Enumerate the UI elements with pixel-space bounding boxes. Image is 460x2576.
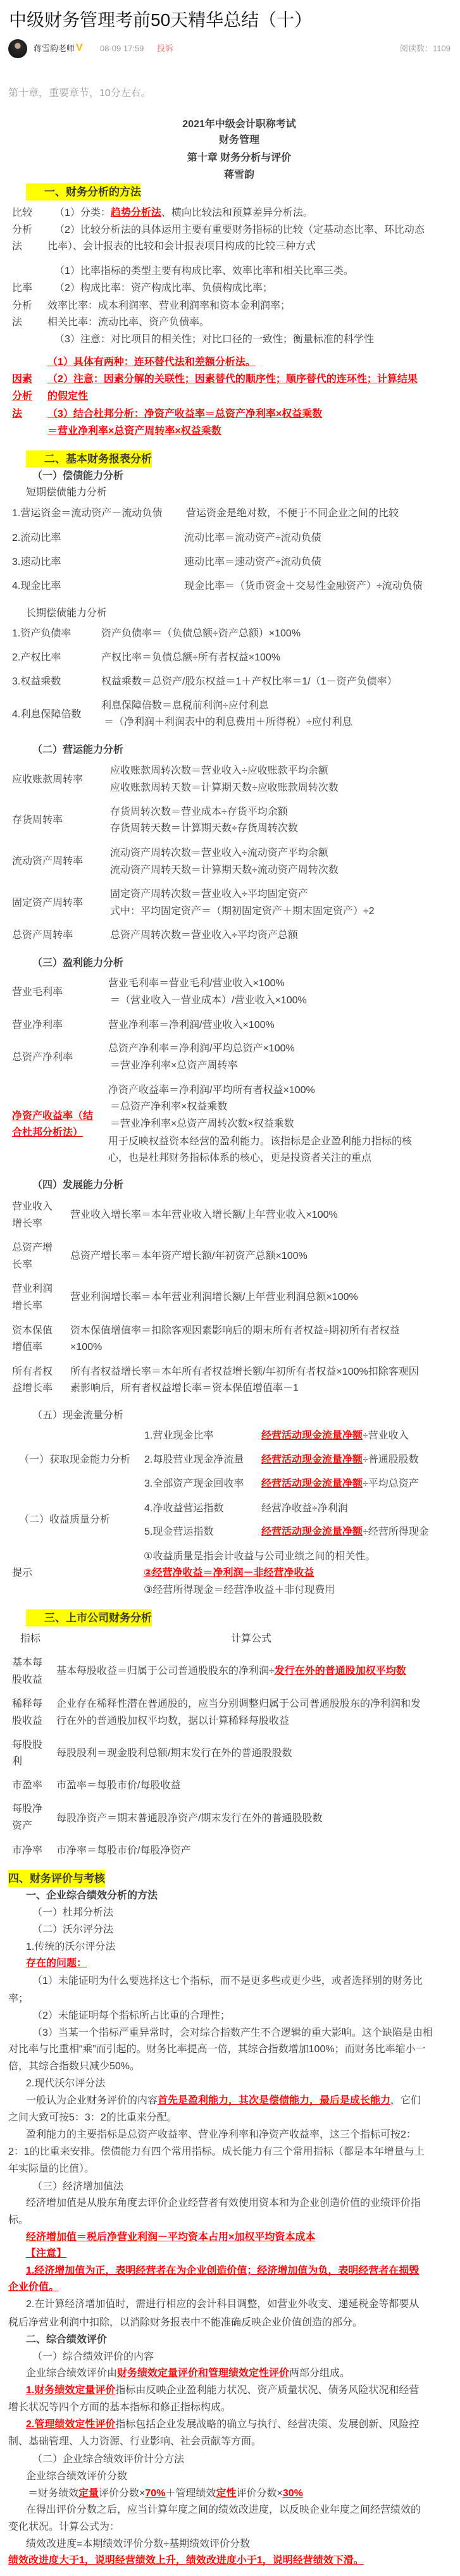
read-count: 阅读数：1109 — [400, 44, 451, 53]
body-text: 盈利能力的主要指标是总资产收益率、营业净利率和净资产收益率，这三个指标可按2： — [26, 2129, 416, 2140]
indicator-name: 基本每 — [12, 1657, 43, 1668]
metric-formula: 速动比率＝速动资产÷流动负债 — [184, 557, 321, 567]
score-formula — [28, 2488, 303, 2499]
body-text: 增长状况等四个方面的基本指标和修正指标构成。 — [8, 2402, 232, 2413]
tip-label: 提示 — [12, 1568, 33, 1578]
body-text: 变化状况。计算公式为： — [8, 2522, 120, 2532]
text: ÷平均总资产 — [363, 1478, 419, 1489]
metric-formula: 资产负债率＝（负债总额÷资产总额）×100% — [101, 628, 301, 639]
body-text: （2）未能证明每个指标所占比重的合理性； — [32, 2010, 230, 2021]
factor-line: ＝营业净利率×总资产周转率×权益乘数 — [47, 426, 221, 437]
cash-group-label: （一）获取现金能力分析 — [19, 1454, 131, 1465]
subheading: 二、综合绩效评价 — [26, 2334, 108, 2345]
metric-formula: 应收账款周转天数＝计算期天数÷应收账款周转次数 — [110, 783, 339, 793]
method-label: 分析 — [12, 225, 33, 235]
subsection-subtitle: 短期偿债能力分析 — [26, 487, 108, 498]
metric-formula: ＝（净利润＋利润表中的利息费用＋所得税）÷应付利息 — [104, 717, 352, 728]
indicator-formula: 市净率＝每股市价/每股净资产 — [56, 1845, 191, 1856]
indicator-formula: 行在外的普通股加权平均数，据以计算稀释每股收益 — [56, 1716, 290, 1726]
metric-formula: 营业毛利率＝营业毛利/营业收入×100% — [108, 978, 285, 989]
body-text — [26, 2095, 421, 2107]
metric-formula: 营运资金是绝对数，不便于不同企业之间的比较 — [186, 508, 399, 519]
indicator-name: 市净率 — [12, 1845, 43, 1856]
subsection-title: （二）营运能力分析 — [32, 745, 124, 755]
factor-line: 的假定性 — [47, 391, 89, 402]
compare-line-2: （2）比较分析法的具体运用主要有重要财务指标的比较（定基动态比率、环比动态 — [54, 225, 425, 235]
ratio-line: （1）比率指标的类型主要有构成比率、效率比率和相关比率三类。 — [54, 266, 354, 276]
subheading: 一、企业综合绩效分析的方法 — [26, 1890, 158, 1901]
highlight-term: 发行在外的普通股加权平均数 — [274, 1666, 406, 1676]
metric-formula: 流动比率＝流动资产÷流动负债 — [184, 533, 321, 543]
method-label: 因素 — [12, 374, 33, 385]
metric-name: 4.利息保障倍数 — [12, 709, 82, 720]
metric-formula: 利息保障倍数＝息税前利润÷应付利息 — [101, 700, 269, 711]
metric-name: 1.营运资金＝流动资产－流动负债 — [12, 508, 163, 519]
factor-line: （2）注意：因素分解的关联性；因素替代的顺序性；顺序替代的连环性；计算结果 — [47, 374, 418, 385]
metric-name: 存货周转率 — [12, 815, 63, 826]
method-item: 1.传统的沃尔评分法 — [26, 1941, 116, 1952]
text: 评价分数× — [99, 2488, 146, 2499]
metric-name: 增长率 — [12, 1218, 43, 1229]
conclusion-text: 绩效改进度大于1，说明经营绩效上升，绩效改进度小于1，说明经营绩效下滑。 — [8, 2555, 364, 2566]
metric-formula: 素影响后，所有者权益增长率＝资本保值增值率－1 — [70, 1383, 299, 1394]
metric-formula: 固定资产周转次数＝营业收入÷平均固定资产 — [110, 889, 308, 900]
metric-formula: 总资产净利率＝净利润/平均总资产×100% — [108, 1043, 295, 1054]
metric-name: 2.流动比率 — [12, 533, 61, 543]
ratio-line: （2）构成比率：资产构成比率、负债构成比率； — [54, 283, 273, 294]
tip-line: ②经营净收益＝净利润－非经营净收益 — [144, 1568, 314, 1578]
text: 基本每股收益＝归属于公司普通股股东的净利润÷ — [56, 1666, 275, 1676]
metric-formula: 流动资产周转天数＝计算期天数÷流动资产周转次数 — [110, 865, 339, 876]
body-text: 绩效改进度=本期绩效评价分数÷基期绩效评价分数 — [26, 2539, 251, 2549]
body-text: 2：1的比重来安排。偿债能力有四个常用指标。成长能力有三个常用指标（都是本年增量与上 — [8, 2146, 425, 2157]
metric-name: 1.资产负债率 — [12, 628, 71, 639]
metric-name: 4.现金比率 — [12, 581, 61, 591]
doc-chapter: 第十章 财务分析与评价 — [187, 152, 292, 163]
highlight-text: 1.财务绩效定量评价 — [26, 2385, 116, 2396]
tip-line: ③经营所得现金＝经营净收益＋非付现费用 — [144, 1585, 335, 1595]
eva-formula: 经济增加值＝税后净营业利润－平均资本占用×加权平均资本成本 — [26, 2232, 316, 2243]
note-title: 【注意】 — [26, 2248, 67, 2259]
metric-name: 总资产净利率 — [12, 1052, 73, 1063]
metric-name: 2.每股营业现金净流量 — [144, 1454, 244, 1465]
highlight-text: 2.管理绩效定性评价 — [26, 2419, 116, 2430]
section-heading-text: 二、基本财务报表分析 — [44, 453, 152, 465]
method-label: 法 — [12, 241, 23, 252]
metric-formula: 存货周转次数＝营业成本÷存货平均余额 — [110, 807, 288, 817]
metric-name: 1.营业现金比率 — [144, 1430, 214, 1441]
method-item: （一）杜邦分析法 — [32, 1907, 114, 1918]
key-term: 经营活动现金流量净额 — [261, 1430, 363, 1441]
subsection-title: （四）发展能力分析 — [32, 1180, 124, 1191]
text: ÷营业收入 — [363, 1430, 409, 1441]
factor-line: （1）具体有两种：连环替代法和差额分析法。 — [47, 357, 256, 368]
method-label: 比率 — [12, 283, 33, 294]
metric-formula: 经营净收益÷净利润 — [261, 1503, 348, 1514]
method-label: 法 — [12, 409, 23, 419]
metric-name-highlight: 净资产收益率（结 — [12, 1111, 94, 1122]
method-item: （二）企业综合绩效评价计分方法 — [32, 2454, 185, 2465]
text: ＋管理绩效 — [165, 2488, 216, 2499]
body-text — [26, 2385, 419, 2396]
metric-formula: 存货周转天数＝计算期天数÷存货周转次数 — [110, 823, 298, 834]
metric-formula — [261, 1526, 429, 1538]
body-text: 对比率与比重相“乘”而引起的。财务比率提高一倍，其综合指数增加100%；而财务比率缩小一 — [8, 2044, 426, 2055]
body-text: 经济增加值是从股东角度去评价企业经营者有效使用资本和为企业创造价值的业绩评价指 — [26, 2198, 421, 2208]
metric-formula: ＝总资产净利率×权益乘数 — [110, 1101, 228, 1112]
subsection-title: （五）现金流量分析 — [32, 1410, 124, 1421]
section-heading-text: 四、财务评价与考核 — [8, 1873, 105, 1885]
metric-formula: 式中：平均固定资产＝（期初固定资产＋期末固定资产）÷2 — [110, 906, 375, 917]
metric-formula: 产权比率＝负债总额÷所有者权益×100% — [101, 652, 281, 663]
compare-line-3: 比率）、会计报表的比较和会计报表项目构成的比较三种方式 — [47, 241, 316, 252]
body-text: 之间大致可按5：3：2的比重来分配。 — [8, 2112, 177, 2123]
body-text: 税后净营业利润中扣除，以消除财务报表中不能准确反映企业价值创造的部分。 — [8, 2317, 363, 2328]
metric-name: 3.速动比率 — [12, 557, 61, 567]
doc-exam: 2021年中级会计职称考试 — [182, 119, 296, 130]
metric-name: 营业净利率 — [12, 1020, 63, 1031]
metric-formula: ＝营业净利率×总资产周转次数×权益乘数 — [110, 1118, 294, 1129]
metric-name: 长率 — [12, 1260, 33, 1270]
metric-name: 应收账款周转率 — [12, 774, 84, 785]
key-term: 经营活动现金流量净额 — [261, 1478, 363, 1489]
indicator-formula: 每股股利＝现金股利总额/期末发行在外的普通股股数 — [56, 1748, 292, 1759]
metric-name: 营业收入 — [12, 1201, 53, 1212]
metric-name: 4.净收益营运指数 — [144, 1503, 224, 1514]
metric-formula — [261, 1478, 419, 1490]
tip-line: ①收益质量是指会计收益与公司业绩之间的相关性。 — [144, 1551, 376, 1562]
weight-value: 30% — [282, 2488, 303, 2499]
metric-formula: 总资产增长率＝本年资产增长额/年初资产总额×100% — [70, 1251, 308, 1261]
indicator-name: 每股净 — [12, 1804, 43, 1814]
indicator-name: 利 — [12, 1756, 23, 1767]
body-text: 企业综合绩效评价分数 — [26, 2471, 128, 2482]
metric-formula: 现金比率＝（货币资金＋交易性金融资产）÷流动负债 — [184, 581, 423, 591]
cash-group-label: （二）收益质量分析 — [19, 1514, 111, 1525]
metric-formula — [261, 1454, 419, 1466]
indicator-name: 股收益 — [12, 1716, 43, 1726]
article-title: 中级财务管理考前50天精华总结（十） — [9, 10, 313, 30]
indicator-formula: 市盈率＝每股市价/每股收益 — [56, 1780, 181, 1791]
weight-value: 70% — [145, 2488, 166, 2499]
section-heading-4 — [8, 1870, 105, 1887]
metric-name: 2.产权比率 — [12, 652, 61, 663]
method-label: 法 — [12, 317, 23, 328]
text: 两部分组成。 — [289, 2368, 351, 2379]
metric-note: 用于反映权益资本经营的盈利能力。该指标是企业盈利能力指标的核 — [108, 1136, 413, 1147]
method-item: （一）综合绩效评价的内容 — [32, 2351, 154, 2362]
metric-formula: 总资产周转次数＝营业收入÷平均资产总额 — [110, 930, 298, 941]
highlight-term: 趋势分析法 — [110, 207, 161, 218]
text: 指标包括企业发展战略的确立与执行、经营决策、发展创新、风险控 — [115, 2419, 420, 2430]
metric-formula: ＝（营业收入－营业成本）/营业收入×100% — [110, 995, 307, 1006]
text: ＝财务绩效 — [28, 2488, 79, 2499]
metric-name: 3.权益乘数 — [12, 676, 61, 687]
text: 一般认为企业财务评价的内容 — [26, 2095, 158, 2106]
indicator-name: 资产 — [12, 1821, 33, 1831]
metric-formula: 营业利润增长率＝本年营业利润增长额/上年营业利润总额×100% — [70, 1292, 358, 1303]
section-heading-text: 三、上市公司财务分析 — [44, 1612, 152, 1624]
metric-name: 益增长率 — [12, 1383, 53, 1394]
ratio-line: 效率比率：成本利润率、营业利润率和资本金利润率； — [47, 300, 291, 311]
text: ÷经营所得现金 — [363, 1526, 429, 1537]
key-term: 经营活动现金流量净额 — [261, 1454, 363, 1465]
indicator-name: 市盈率 — [12, 1780, 43, 1791]
method-label: 分析 — [12, 300, 33, 311]
metric-formula: ×100% — [70, 1342, 103, 1353]
metric-name: 营业利润 — [12, 1284, 53, 1294]
method-item: 2.现代沃尔评分法 — [26, 2078, 106, 2089]
section-heading-2 — [26, 450, 152, 468]
body-text: 率； — [8, 1993, 29, 2004]
text: 评价分数× — [236, 2488, 283, 2499]
metric-name-highlight: 合杜邦分析法） — [12, 1127, 84, 1138]
report-link[interactable]: 投诉 — [157, 44, 174, 53]
body-text: 标。 — [8, 2215, 29, 2226]
method-item: （二）沃尔评分法 — [32, 1924, 114, 1935]
text: ，它们 — [390, 2095, 421, 2106]
metric-name: 5.现金营运指数 — [144, 1526, 214, 1537]
column-header: 计算公式 — [231, 1633, 272, 1644]
doc-teacher: 蒋雪韵 — [223, 170, 254, 180]
body-text: 2.在计算经济增加值时，需进行相应的会计科目调整，如营业外收支、递延税金等都要从 — [26, 2299, 420, 2310]
body-text: 倍，其综合指数只减少50%。 — [8, 2061, 140, 2072]
verified-badge-icon: V — [76, 42, 83, 53]
key-term: 经营活动现金流量净额 — [261, 1526, 363, 1537]
text: 指标由反映企业盈利能力状况、资产质量状况、债务风险状况和经营 — [115, 2385, 420, 2396]
metric-formula: 净资产收益率＝净利润/平均所有者权益×100% — [108, 1085, 315, 1096]
metric-name: 固定资产周转率 — [12, 898, 84, 908]
highlight-text: 定性 — [216, 2488, 237, 2499]
text: ÷普通股股数 — [363, 1454, 419, 1465]
body-text: 制、基础管理、人力资源、行业影响、社会贡献等方面。 — [8, 2436, 262, 2447]
metric-name: 流动资产周转率 — [12, 856, 84, 867]
highlight-text: 定量 — [78, 2488, 99, 2499]
intro-text: 第十章，重要章节，10分左右。 — [8, 88, 151, 99]
factor-line: （3）结合杜邦分析：净资产收益率＝总资产净利率×权益乘数 — [47, 409, 323, 419]
indicator-formula: 每股净资产＝期末普通股净资产/期末发行在外的普通股股数 — [56, 1813, 323, 1824]
author-avatar[interactable] — [8, 39, 27, 58]
metric-formula: ＝营业净利率×总资产周转率 — [110, 1060, 238, 1071]
metric-formula — [261, 1430, 409, 1442]
text: 、横向比较法和预算差异分析法。 — [161, 207, 313, 218]
body-text: （1）未能证明为什么要选择这七个指标，而不是更多些或更少些，或者选择别的财务比 — [32, 1976, 423, 1986]
metric-name: 资本保值 — [12, 1325, 53, 1336]
metric-name: 所有者权 — [12, 1366, 53, 1377]
metric-name: 增长率 — [12, 1301, 43, 1311]
metric-name: 3.全部资产现金回收率 — [144, 1478, 244, 1489]
body-text — [26, 2419, 419, 2430]
column-header: 指标 — [20, 1633, 41, 1644]
indicator-name: 稀释每 — [12, 1699, 43, 1709]
ratio-line: （3）注意：对比项目的相关性；对比口径的一致性；衡量标准的科学性 — [54, 334, 374, 345]
metric-formula: 资本保值增值率＝扣除客观因素影响后的期末所有者权益÷期初所有者权益 — [70, 1325, 400, 1336]
metric-name: 营业毛利率 — [12, 987, 63, 998]
section-heading-text: 一、财务分析的方法 — [44, 186, 141, 198]
highlight-text: 财务绩效定量评价和管理绩效定性评价 — [117, 2368, 290, 2379]
metric-name: 总资产周转率 — [12, 930, 73, 941]
subsection-title: （三）盈利能力分析 — [32, 958, 124, 969]
metric-note: 心，也是杜邦财务指标体系的核心，更是投资者关注的重点 — [108, 1153, 372, 1163]
body-text — [26, 2368, 350, 2379]
doc-subject: 财务管理 — [218, 135, 259, 146]
body-text: （3）当某一个指标严重异常时，会对综合指数产生不合逻辑的重大影响。这个缺陷是由相 — [32, 2028, 433, 2038]
ratio-line: 相关比率：流动比率、资产负债率。 — [47, 317, 210, 328]
subsection-subtitle: 长期偿债能力分析 — [26, 608, 108, 619]
highlight-text: 首先是盈利能力，其次是偿债能力，最后是成长能力 — [158, 2095, 391, 2106]
method-item: （三）经济增加值法 — [32, 2181, 124, 2192]
compare-line-1 — [54, 207, 313, 219]
metric-formula: 权益乘数＝总资产/股东权益＝1＋产权比率＝1/（1－资产负债率） — [101, 676, 397, 687]
metric-name: 总资产增 — [12, 1242, 53, 1253]
method-label: 比较 — [12, 207, 33, 218]
subsection-title: （一）偿债能力分析 — [32, 471, 124, 481]
author-name[interactable]: 蒋雪韵老师 — [34, 44, 75, 53]
body-text: 在得出评价分数之后，应当计算年度之间的绩效改进度，以反映企业年度之间经营绩效的 — [26, 2505, 421, 2515]
body-text: 年实际量的比值）。 — [8, 2164, 95, 2174]
text: 企业综合绩效评价由 — [26, 2368, 118, 2379]
metric-formula: 营业收入增长率＝本年营业收入增长额/上年营业收入×100% — [70, 1210, 338, 1220]
section-heading-1 — [26, 183, 140, 201]
indicator-formula: 企业存在稀释性潜在普通股的，应当分别调整归属于公司普通股股东的净利润和发 — [56, 1699, 421, 1709]
metric-name: 增值率 — [12, 1342, 43, 1353]
section-heading-3 — [26, 1609, 152, 1626]
indicator-name: 每股股 — [12, 1740, 43, 1750]
metric-formula: 所有者权益增长率＝本年所有者权益增长额/年初所有者权益×100%扣除客观因 — [70, 1366, 419, 1377]
metric-formula: 营业净利率＝净利润/营业收入×100% — [108, 1020, 275, 1031]
indicator-formula — [56, 1666, 406, 1677]
method-label: 分析 — [12, 391, 33, 402]
note-text: 1.经济增加值为正，表明经营者在为企业创造价值；经济增加值为负，表明经营者在损毁 — [26, 2265, 420, 2276]
problems-title: 存在的问题： — [26, 1958, 87, 1969]
metric-formula: 应收账款周转次数＝营业收入÷应收账款平均余额 — [110, 765, 328, 776]
text: （1）分类： — [54, 207, 111, 218]
note-text: 企业价值。 — [8, 2282, 59, 2293]
metric-formula: 流动资产周转次数＝营业收入÷流动资产平均余额 — [110, 848, 328, 858]
indicator-name: 股收益 — [12, 1675, 43, 1685]
publish-time: 08-09 17:59 — [100, 44, 144, 53]
